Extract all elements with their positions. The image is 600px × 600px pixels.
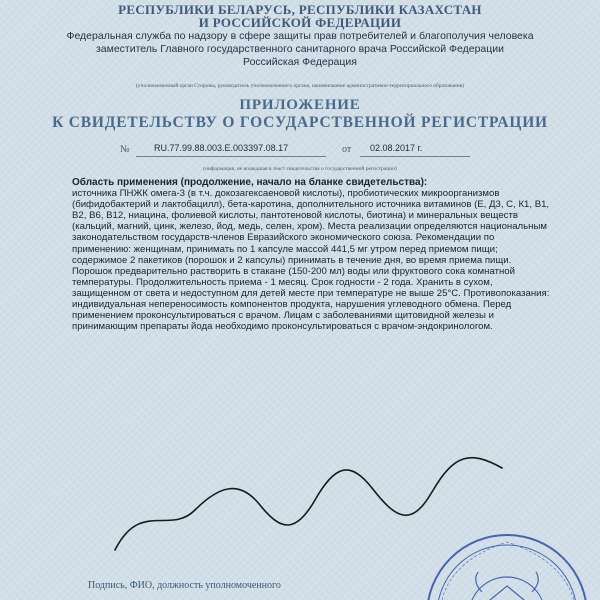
appendix-subtitle: К СВИДЕТЕЛЬСТВУ О ГОСУДАРСТВЕННОЙ РЕГИСТРАЦИИ bbox=[52, 114, 548, 131]
number-label: № bbox=[120, 144, 130, 155]
registration-line bbox=[120, 143, 500, 157]
official-seal-icon bbox=[412, 520, 592, 600]
header-countries-line1: РЕСПУБЛИКИ БЕЛАРУСЬ, РЕСПУБЛИКИ КАЗАХСТАН bbox=[118, 2, 482, 17]
date-underline bbox=[360, 156, 470, 157]
scope-heading: Область применения (продолжение, начало на бланке свидетельства): bbox=[72, 177, 428, 188]
signature-caption: Подпись, ФИО, должность уполномоченного bbox=[88, 580, 281, 591]
agency-line1: Федеральная служба по надзору в сфере защиты прав потребителей и благополучия человека bbox=[66, 30, 534, 42]
application-scope-text bbox=[72, 177, 550, 332]
date-label: от bbox=[342, 144, 352, 155]
registration-number: RU.77.99.88.003.Е.003397.08.17 bbox=[154, 143, 289, 153]
agency-line2: заместитель Главного государственного санитарного врача Российской Федерации bbox=[95, 43, 505, 55]
scope-body: источника ПНЖК омега-3 (в т.ч. докозагексаеновой кислоты), пробиотических микроорганизмов (бифидобактерий и лактобацилл), бета-каротина, дополнительного источника витаминов (Е, Д3, С, К1, В1, В2, В6, В12, ниацина, фолиевой кислоты, пантотеновой кислоты, биотина) и минеральных веществ (кальций, магний, цинк, железо, йод, медь, селен, хром). Места реализации определяются национальным законодательством государств-членов Евразийского экономического союза. Рекомендации по применению: женщинам, принимать по 1 капсуле массой 441,5 мг утром перед приемом пищи; содержимое 2 пакетиков (порошок и 2 капсулы) принимать в течение дня, во время приема пищи. Порошок предварительно растворить в стакане (150-200 мл) воды или фруктового сока комнатной температуры. Продолжительность приема - 1 месяц. Срок годности - 2 года. Хранить в сухом, защищенном от света и недоступном для детей месте при температуре не выше 25°С. Противопоказания: индивидуальная непереносимость компонентов продукта, нарушения углеводного обмена. Перед применением проконсультироваться с врачом. Лицам с заболеваниями щитовидной железы и принимающим препараты йода необходимо проконсультироваться с врачом-эндокринологом. bbox=[72, 188, 550, 333]
agency-line3: Российская Федерация bbox=[243, 56, 357, 68]
number-underline bbox=[136, 156, 326, 157]
authority-caption: (уполномоченный орган Стороны, руководитель уполномоченного органа, наименование административно-территориального образования) bbox=[135, 83, 465, 89]
appendix-title: ПРИЛОЖЕНИЕ bbox=[239, 97, 361, 113]
issuing-agency bbox=[30, 30, 570, 69]
registration-date: 02.08.2017 г. bbox=[370, 143, 423, 153]
form-caption: (информация, не вошедшая в текст свидетельства о государственной регистрации) bbox=[203, 166, 397, 172]
header-countries-line2: И РОССИЙСКОЙ ФЕДЕРАЦИИ bbox=[198, 15, 402, 30]
